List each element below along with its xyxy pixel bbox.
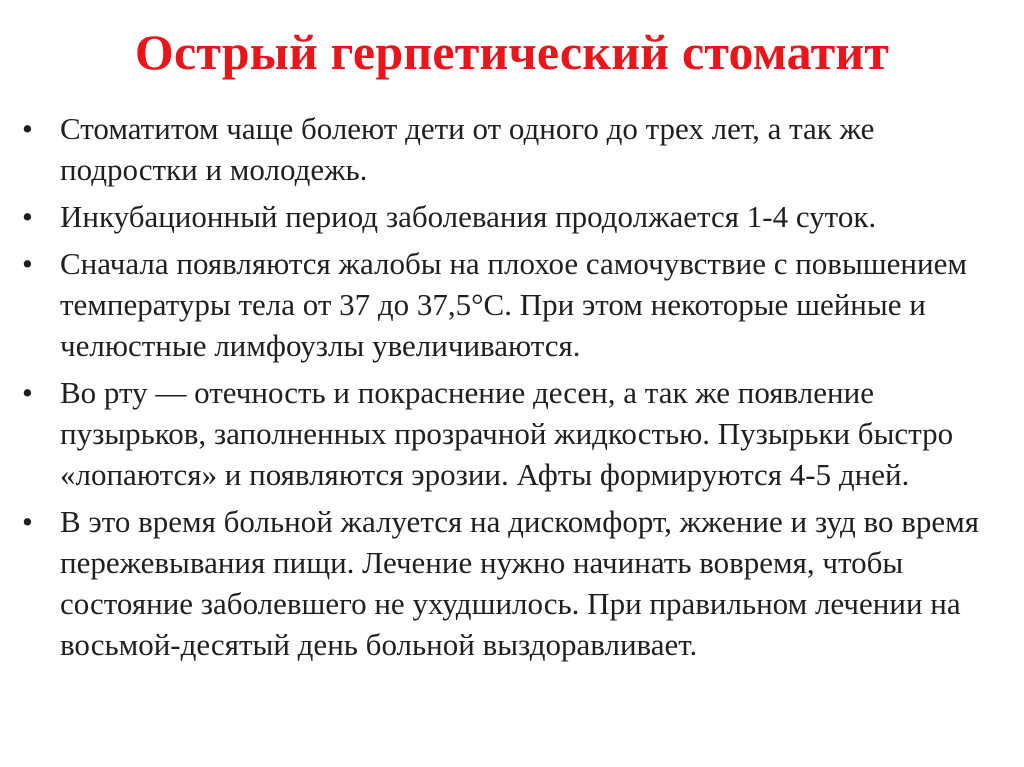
bullet-item <box>20 372 1010 495</box>
bullet-item <box>20 243 1010 366</box>
bullet-text: Во рту — отечность и покраснение десен, а так же появление пузырьков, заполненных прозрачной жидкостью. Пузырьки быстро «лопаются» и появляются эрозии. Афты формируются 4-5 дней. <box>60 375 954 492</box>
bullet-marker: • <box>22 199 33 234</box>
bullet-item <box>20 196 1010 237</box>
slide-title: Острый герпетический стоматит <box>134 24 890 80</box>
bullet-marker: • <box>22 111 33 146</box>
bullet-marker: • <box>22 246 33 281</box>
bullet-marker: • <box>22 375 33 410</box>
bullet-item <box>20 108 1010 190</box>
bullet-list <box>20 108 1010 671</box>
bullet-item <box>20 501 1010 665</box>
bullet-marker: • <box>22 504 33 539</box>
bullet-text: Инкубационный период заболевания продолжается 1-4 суток. <box>60 199 877 234</box>
bullet-text: В это время больной жалуется на дискомфорт, жжение и зуд во время пережевывания пищи. Лечение нужно начинать вовремя, чтобы состояние заболевшего не ухудшилось. При правильном лечении на восьмой-десятый день больной выздоравливает. <box>60 504 979 662</box>
bullet-text: Сначала появляются жалобы на плохое самочувствие с повышением температуры тела от 37 до 37,5°С. При этом некоторые шейные и челюстные лимфоузлы увеличиваются. <box>60 246 967 363</box>
bullet-text: Стоматитом чаще болеют дети от одного до трех лет, а так же подростки и молодежь. <box>60 111 875 187</box>
